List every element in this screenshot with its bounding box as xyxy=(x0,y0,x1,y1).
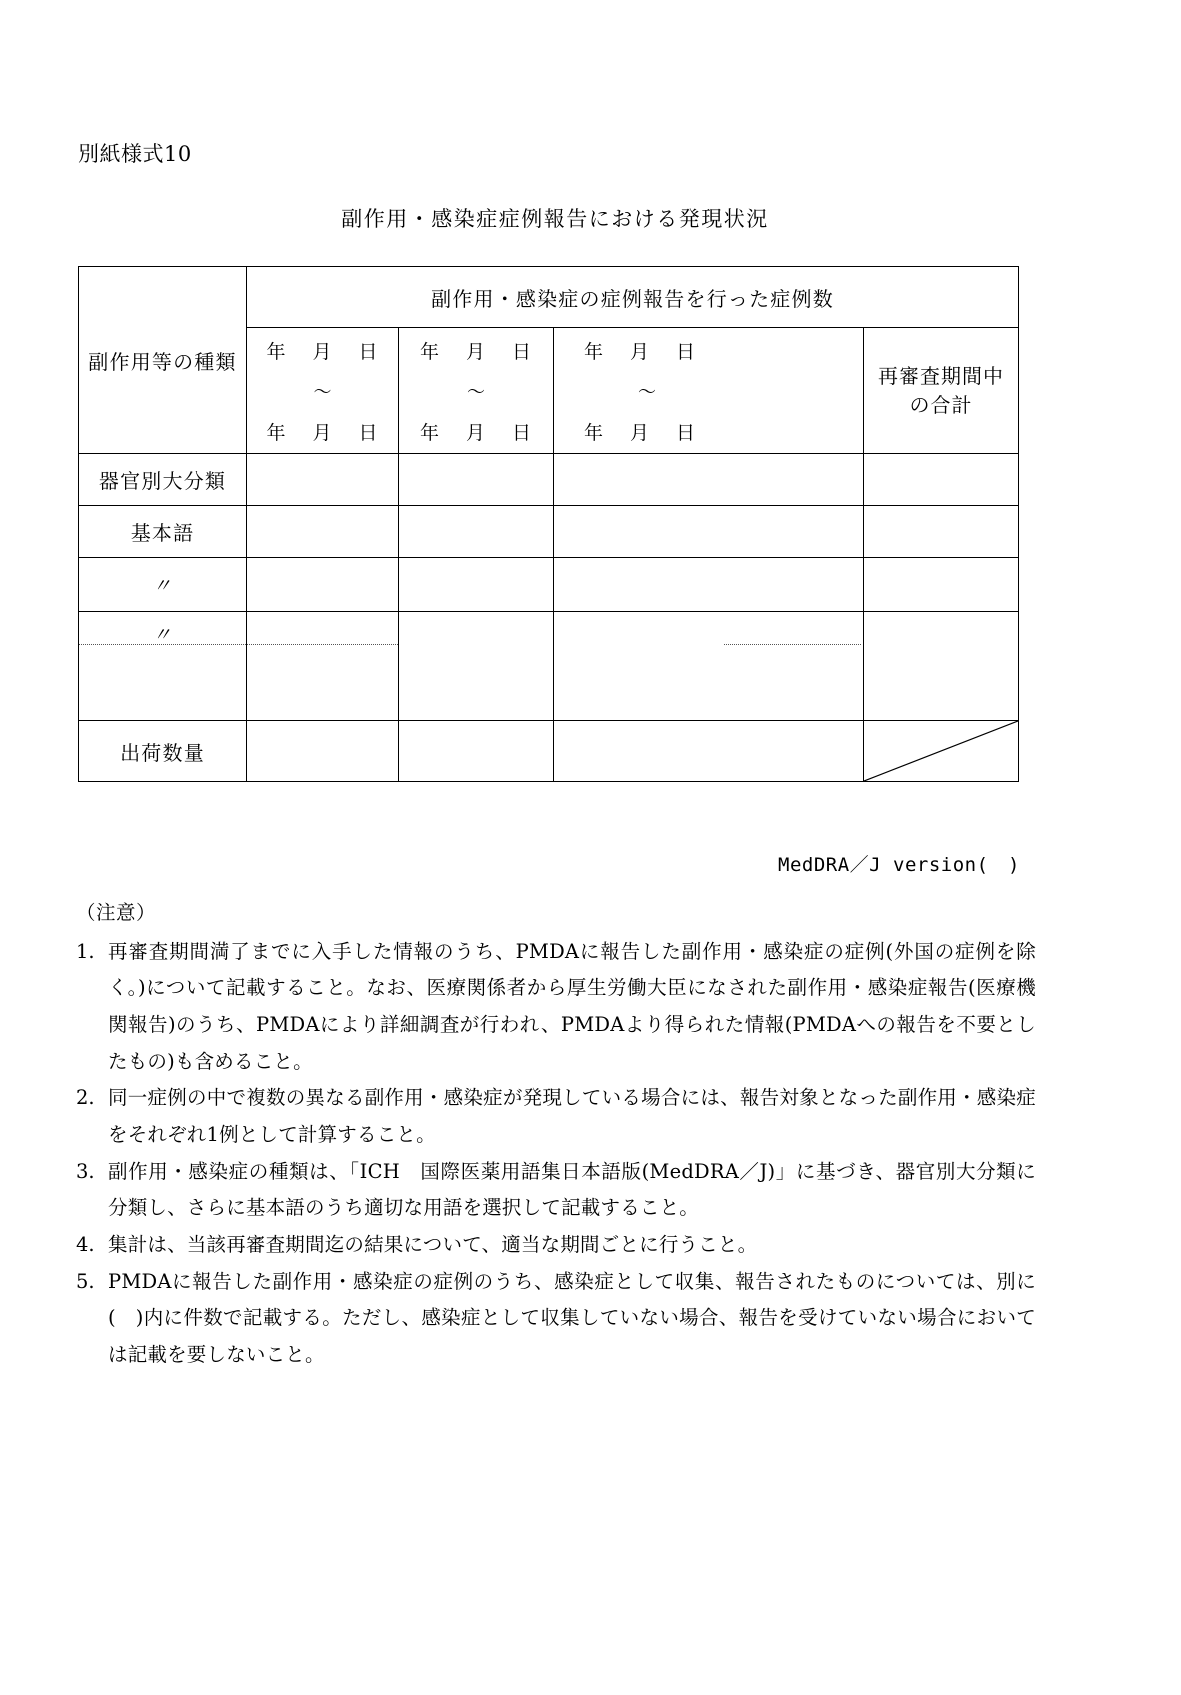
note-item xyxy=(76,1264,1036,1374)
cell-pt-total[interactable] xyxy=(864,506,1019,558)
note-text: 同一症例の中で複数の異なる副作用・感染症が発現している場合には、報告対象となった副作用・感染症をそれぞれ1例として計算すること。 xyxy=(108,1086,1036,1146)
table-row xyxy=(79,454,1019,506)
note-number: 4. xyxy=(76,1232,95,1256)
notes-section xyxy=(76,895,1036,1374)
cell-ditto2-period-3[interactable] xyxy=(554,612,864,721)
note-number: 1. xyxy=(76,939,95,963)
row-label-pt: 基本語 xyxy=(79,506,247,558)
header-cell-period-2 xyxy=(399,328,554,454)
row-label-shipment: 出荷数量 xyxy=(79,721,247,782)
header-cell-period-1 xyxy=(247,328,399,454)
continuation-dots-period-3 xyxy=(724,644,861,645)
row-label-ditto-2: 〃 xyxy=(79,612,247,721)
cell-ditto1-period-1[interactable] xyxy=(247,558,399,612)
period-2-start: 年 月 日 xyxy=(419,340,533,363)
table-row xyxy=(79,558,1019,612)
row-label-soc: 器官別大分類 xyxy=(79,454,247,506)
diagonal-strike-icon xyxy=(864,721,1018,781)
meddra-version-caption: MedDRA／J version( ) xyxy=(778,854,1020,876)
period-3-start: 年 月 日 xyxy=(584,340,697,363)
form-number: 別紙様式10 xyxy=(78,142,192,166)
period-3-end: 年 月 日 xyxy=(584,421,697,444)
cell-shipment-period-1[interactable] xyxy=(247,721,399,782)
header-cell-total xyxy=(864,328,1019,454)
cell-ditto1-period-3[interactable] xyxy=(554,558,864,612)
note-number: 3. xyxy=(76,1159,95,1183)
period-1-start: 年 月 日 xyxy=(266,340,379,363)
period-2-end: 年 月 日 xyxy=(419,421,533,444)
cell-pt-period-3[interactable] xyxy=(554,506,864,558)
note-text: 副作用・感染症の種類は、「ICH 国際医薬用語集日本語版(MedDRA／J)」に基づき、器官別大分類に分類し、さらに基本語のうち適切な用語を選択して記載すること。 xyxy=(108,1159,1036,1220)
occurrence-report-table xyxy=(78,266,1019,782)
cell-soc-period-3[interactable] xyxy=(554,454,864,506)
page-title: 副作用・感染症症例報告における発現状況 xyxy=(341,207,769,231)
header-cell-period-3 xyxy=(554,328,864,454)
period-1-end: 年 月 日 xyxy=(266,421,379,444)
note-text: 集計は、当該再審査期間迄の結果について、適当な期間ごとに行うこと。 xyxy=(108,1232,758,1256)
continuation-dots-label xyxy=(79,644,246,645)
cell-pt-period-1[interactable] xyxy=(247,506,399,558)
note-item xyxy=(76,934,1036,1081)
cell-ditto2-period-1[interactable] xyxy=(247,612,399,721)
cell-shipment-total xyxy=(864,721,1019,782)
cell-ditto1-period-2[interactable] xyxy=(399,558,554,612)
period-1-tilde: ～ xyxy=(313,381,332,403)
note-number: 5. xyxy=(76,1269,95,1293)
note-item xyxy=(76,1154,1036,1227)
cell-ditto2-period-2[interactable] xyxy=(399,612,554,721)
note-text: PMDAに報告した副作用・感染症の症例のうち、感染症として収集、報告されたものについては、別に( )内に件数で記載する。ただし、感染症として収集していない場合、報告を受けていない場合においては記載を要しないこと。 xyxy=(108,1269,1036,1366)
note-item xyxy=(76,1080,1036,1153)
note-item xyxy=(76,1227,1036,1264)
header-cell-span: 副作用・感染症の症例報告を行った症例数 xyxy=(247,267,1019,328)
table-header-row-1 xyxy=(79,267,1019,328)
period-3-tilde: ～ xyxy=(638,381,656,403)
row-label-ditto-1: 〃 xyxy=(79,558,247,612)
cell-soc-period-1[interactable] xyxy=(247,454,399,506)
table-row xyxy=(79,721,1019,782)
note-text: 再審査期間満了までに入手した情報のうち、PMDAに報告した副作用・感染症の症例(外国の症例を除く。)について記載すること。なお、医療関係者から厚生労働大臣になされた副作用・感染症報告(医療機関報告)のうち、PMDAにより詳細調査が行われ、PMDAより得られた情報(PMDAへの報告を不要としたもの)も含めること。 xyxy=(108,939,1036,1073)
note-number: 2. xyxy=(76,1086,95,1110)
header-cell-kind: 副作用等の種類 xyxy=(79,267,247,454)
cell-shipment-period-3[interactable] xyxy=(554,721,864,782)
cell-ditto1-total[interactable] xyxy=(864,558,1019,612)
period-2-tilde: ～ xyxy=(467,381,485,403)
cell-ditto2-total[interactable] xyxy=(864,612,1019,721)
continuation-dots-period-1 xyxy=(247,644,398,645)
table-row-continuation xyxy=(79,612,1019,721)
cell-shipment-period-2[interactable] xyxy=(399,721,554,782)
notes-heading: （注意） xyxy=(76,901,157,924)
cell-pt-period-2[interactable] xyxy=(399,506,554,558)
table-row xyxy=(79,506,1019,558)
cell-soc-period-2[interactable] xyxy=(399,454,554,506)
cell-soc-total[interactable] xyxy=(864,454,1019,506)
total-header-line-1: 再審査期間中 xyxy=(878,363,1004,388)
total-header-line-2: の合計 xyxy=(909,392,973,417)
report-table-wrapper xyxy=(78,266,1018,782)
